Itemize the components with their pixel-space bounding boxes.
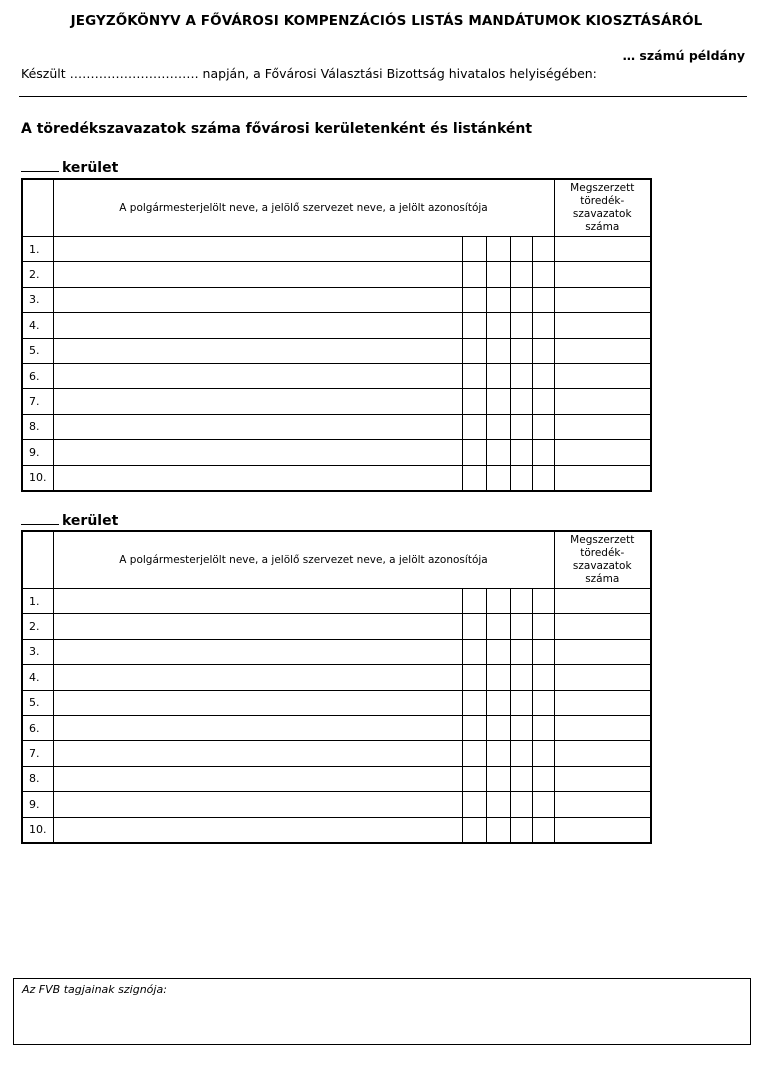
candidate-id-digit-cell[interactable] xyxy=(486,338,510,363)
fractional-votes-cell[interactable] xyxy=(554,414,651,439)
candidate-id-digit-cell[interactable] xyxy=(486,465,510,491)
candidate-id-digit-cell[interactable] xyxy=(486,262,510,287)
candidate-id-digit-cell[interactable] xyxy=(532,440,554,465)
candidate-id-digit-cell[interactable] xyxy=(462,792,486,817)
candidate-id-digit-cell[interactable] xyxy=(532,792,554,817)
table-row xyxy=(22,817,651,843)
candidate-id-digit-cell[interactable] xyxy=(462,363,486,388)
header-divider xyxy=(19,96,747,97)
candidate-id-digit-cell[interactable] xyxy=(462,465,486,491)
row-number: 1. xyxy=(22,589,53,614)
candidate-name-cell[interactable] xyxy=(53,741,462,766)
candidate-id-digit-cell[interactable] xyxy=(510,262,532,287)
candidate-id-digit-cell[interactable] xyxy=(462,237,486,262)
candidate-name-cell[interactable] xyxy=(53,363,462,388)
row-number: 10. xyxy=(22,817,53,843)
row-number: 3. xyxy=(22,639,53,664)
fractional-votes-cell[interactable] xyxy=(554,589,651,614)
table-row xyxy=(22,338,651,363)
document-title: JEGYZŐKÖNYV A FŐVÁROSI KOMPENZÁCIÓS LISTÁS MANDÁTUMOK KIOSZTÁSÁRÓL xyxy=(70,13,703,29)
table-row xyxy=(22,313,651,338)
table-row xyxy=(22,262,651,287)
candidate-name-cell[interactable] xyxy=(53,792,462,817)
table-row xyxy=(22,741,651,766)
signature-box[interactable] xyxy=(13,978,751,1045)
candidate-id-digit-cell[interactable] xyxy=(510,665,532,690)
candidate-id-digit-cell[interactable] xyxy=(532,465,554,491)
candidate-id-digit-cell[interactable] xyxy=(486,741,510,766)
fractional-votes-cell[interactable] xyxy=(554,715,651,740)
header-number-cell xyxy=(22,531,53,589)
candidate-id-digit-cell[interactable] xyxy=(510,817,532,843)
district-heading-1 xyxy=(21,157,118,176)
fractional-votes-cell[interactable] xyxy=(554,792,651,817)
row-number: 5. xyxy=(22,690,53,715)
candidate-id-digit-cell[interactable] xyxy=(532,690,554,715)
candidate-name-cell[interactable] xyxy=(53,589,462,614)
candidate-id-digit-cell[interactable] xyxy=(462,690,486,715)
table-row xyxy=(22,665,651,690)
made-on-line: Készült …………………………. napján, a Fővárosi Választási Bizottság hivatalos helyiségében: xyxy=(21,66,597,81)
row-number: 10. xyxy=(22,465,53,491)
table-row xyxy=(22,766,651,791)
candidate-id-digit-cell[interactable] xyxy=(486,313,510,338)
candidate-id-digit-cell[interactable] xyxy=(510,389,532,414)
candidate-id-digit-cell[interactable] xyxy=(510,690,532,715)
candidate-name-cell[interactable] xyxy=(53,690,462,715)
candidate-id-digit-cell[interactable] xyxy=(462,338,486,363)
candidate-id-digit-cell[interactable] xyxy=(486,639,510,664)
header-votes: Megszerzett töredék-szavazatok száma xyxy=(554,531,651,589)
candidate-id-digit-cell[interactable] xyxy=(462,313,486,338)
candidate-id-digit-cell[interactable] xyxy=(486,690,510,715)
fractional-votes-cell[interactable] xyxy=(554,817,651,843)
candidate-name-cell[interactable] xyxy=(53,465,462,491)
candidate-id-digit-cell[interactable] xyxy=(532,589,554,614)
candidate-name-cell[interactable] xyxy=(53,287,462,312)
candidate-id-digit-cell[interactable] xyxy=(510,465,532,491)
table-row xyxy=(22,465,651,491)
candidate-id-digit-cell[interactable] xyxy=(486,817,510,843)
candidate-id-digit-cell[interactable] xyxy=(510,237,532,262)
district-heading-2 xyxy=(21,510,118,529)
fractional-votes-cell[interactable] xyxy=(554,465,651,491)
candidate-name-cell[interactable] xyxy=(53,440,462,465)
candidate-id-digit-cell[interactable] xyxy=(486,237,510,262)
candidate-id-digit-cell[interactable] xyxy=(486,440,510,465)
district-blank[interactable] xyxy=(21,157,59,172)
row-number: 7. xyxy=(22,741,53,766)
row-number: 4. xyxy=(22,665,53,690)
fractional-votes-cell[interactable] xyxy=(554,389,651,414)
fractional-votes-cell[interactable] xyxy=(554,262,651,287)
row-number: 5. xyxy=(22,338,53,363)
candidate-id-digit-cell[interactable] xyxy=(532,614,554,639)
fractional-votes-cell[interactable] xyxy=(554,766,651,791)
header-candidate: A polgármesterjelölt neve, a jelölő szervezet neve, a jelölt azonosítója xyxy=(53,531,554,589)
candidate-id-digit-cell[interactable] xyxy=(486,414,510,439)
fractional-votes-cell[interactable] xyxy=(554,440,651,465)
table-row xyxy=(22,715,651,740)
candidate-id-digit-cell[interactable] xyxy=(532,665,554,690)
table-row xyxy=(22,589,651,614)
header-candidate: A polgármesterjelölt neve, a jelölő szervezet neve, a jelölt azonosítója xyxy=(53,179,554,237)
row-number: 3. xyxy=(22,287,53,312)
header-votes: Megszerzett töredék-szavazatok száma xyxy=(554,179,651,237)
row-number: 9. xyxy=(22,440,53,465)
district-label: kerület xyxy=(62,160,119,176)
candidate-id-digit-cell[interactable] xyxy=(486,614,510,639)
fractional-votes-cell[interactable] xyxy=(554,665,651,690)
row-number: 6. xyxy=(22,715,53,740)
candidate-id-digit-cell[interactable] xyxy=(486,589,510,614)
candidate-name-cell[interactable] xyxy=(53,766,462,791)
candidate-id-digit-cell[interactable] xyxy=(510,363,532,388)
candidate-id-digit-cell[interactable] xyxy=(532,639,554,664)
table-row xyxy=(22,287,651,312)
row-number: 2. xyxy=(22,614,53,639)
district-blank[interactable] xyxy=(21,510,59,525)
row-number: 1. xyxy=(22,237,53,262)
candidate-id-digit-cell[interactable] xyxy=(486,665,510,690)
candidate-id-digit-cell[interactable] xyxy=(532,287,554,312)
fractional-votes-cell[interactable] xyxy=(554,338,651,363)
candidate-id-digit-cell[interactable] xyxy=(510,639,532,664)
row-number: 8. xyxy=(22,766,53,791)
candidate-id-digit-cell[interactable] xyxy=(462,287,486,312)
signature-label: Az FVB tagjainak szignója: xyxy=(22,983,167,996)
table-row xyxy=(22,614,651,639)
row-number: 8. xyxy=(22,414,53,439)
table-row xyxy=(22,440,651,465)
candidate-id-digit-cell[interactable] xyxy=(532,414,554,439)
candidate-id-digit-cell[interactable] xyxy=(486,287,510,312)
candidate-id-digit-cell[interactable] xyxy=(462,389,486,414)
fractional-votes-cell[interactable] xyxy=(554,741,651,766)
candidate-id-digit-cell[interactable] xyxy=(462,665,486,690)
row-number: 4. xyxy=(22,313,53,338)
table-row xyxy=(22,690,651,715)
candidate-id-digit-cell[interactable] xyxy=(510,741,532,766)
candidate-id-digit-cell[interactable] xyxy=(510,792,532,817)
candidate-id-digit-cell[interactable] xyxy=(532,363,554,388)
candidate-id-digit-cell[interactable] xyxy=(462,262,486,287)
table-row xyxy=(22,414,651,439)
candidate-name-cell[interactable] xyxy=(53,338,462,363)
row-number: 9. xyxy=(22,792,53,817)
candidate-name-cell[interactable] xyxy=(53,665,462,690)
candidate-id-digit-cell[interactable] xyxy=(462,414,486,439)
candidate-id-digit-cell[interactable] xyxy=(510,338,532,363)
fractional-votes-cell[interactable] xyxy=(554,690,651,715)
candidate-name-cell[interactable] xyxy=(53,262,462,287)
candidate-id-digit-cell[interactable] xyxy=(462,589,486,614)
votes-table-2 xyxy=(21,530,652,844)
candidate-id-digit-cell[interactable] xyxy=(462,639,486,664)
fractional-votes-cell[interactable] xyxy=(554,363,651,388)
candidate-name-cell[interactable] xyxy=(53,389,462,414)
candidate-id-digit-cell[interactable] xyxy=(510,614,532,639)
candidate-id-digit-cell[interactable] xyxy=(532,338,554,363)
row-number: 2. xyxy=(22,262,53,287)
candidate-id-digit-cell[interactable] xyxy=(486,792,510,817)
table-row xyxy=(22,792,651,817)
district-label: kerület xyxy=(62,513,119,529)
candidate-id-digit-cell[interactable] xyxy=(532,766,554,791)
candidate-id-digit-cell[interactable] xyxy=(510,287,532,312)
row-number: 6. xyxy=(22,363,53,388)
candidate-id-digit-cell[interactable] xyxy=(532,313,554,338)
candidate-name-cell[interactable] xyxy=(53,715,462,740)
candidate-id-digit-cell[interactable] xyxy=(462,741,486,766)
table-row xyxy=(22,237,651,262)
candidate-name-cell[interactable] xyxy=(53,414,462,439)
table-row xyxy=(22,389,651,414)
candidate-id-digit-cell[interactable] xyxy=(462,440,486,465)
candidate-name-cell[interactable] xyxy=(53,237,462,262)
candidate-id-digit-cell[interactable] xyxy=(462,766,486,791)
header-number-cell xyxy=(22,179,53,237)
candidate-id-digit-cell[interactable] xyxy=(532,262,554,287)
candidate-name-cell[interactable] xyxy=(53,639,462,664)
candidate-id-digit-cell[interactable] xyxy=(510,766,532,791)
candidate-id-digit-cell[interactable] xyxy=(510,414,532,439)
row-number: 7. xyxy=(22,389,53,414)
candidate-id-digit-cell[interactable] xyxy=(532,741,554,766)
candidate-id-digit-cell[interactable] xyxy=(486,389,510,414)
candidate-id-digit-cell[interactable] xyxy=(486,766,510,791)
candidate-name-cell[interactable] xyxy=(53,817,462,843)
table-row xyxy=(22,363,651,388)
fractional-votes-cell[interactable] xyxy=(554,237,651,262)
candidate-name-cell[interactable] xyxy=(53,313,462,338)
section-title: A töredékszavazatok száma fővárosi kerületenként és listánként xyxy=(21,121,533,137)
fractional-votes-cell[interactable] xyxy=(554,639,651,664)
candidate-id-digit-cell[interactable] xyxy=(486,715,510,740)
copy-number-label: … számú példány xyxy=(622,48,745,63)
candidate-id-digit-cell[interactable] xyxy=(532,715,554,740)
fractional-votes-cell[interactable] xyxy=(554,313,651,338)
candidate-id-digit-cell[interactable] xyxy=(462,817,486,843)
candidate-id-digit-cell[interactable] xyxy=(532,237,554,262)
candidate-id-digit-cell[interactable] xyxy=(486,363,510,388)
votes-table-1 xyxy=(21,178,652,492)
candidate-id-digit-cell[interactable] xyxy=(510,313,532,338)
candidate-id-digit-cell[interactable] xyxy=(532,389,554,414)
candidate-id-digit-cell[interactable] xyxy=(510,715,532,740)
candidate-id-digit-cell[interactable] xyxy=(510,440,532,465)
fractional-votes-cell[interactable] xyxy=(554,287,651,312)
candidate-id-digit-cell[interactable] xyxy=(532,817,554,843)
candidate-id-digit-cell[interactable] xyxy=(510,589,532,614)
candidate-name-cell[interactable] xyxy=(53,614,462,639)
candidate-id-digit-cell[interactable] xyxy=(462,715,486,740)
candidate-id-digit-cell[interactable] xyxy=(462,614,486,639)
table-row xyxy=(22,639,651,664)
fractional-votes-cell[interactable] xyxy=(554,614,651,639)
